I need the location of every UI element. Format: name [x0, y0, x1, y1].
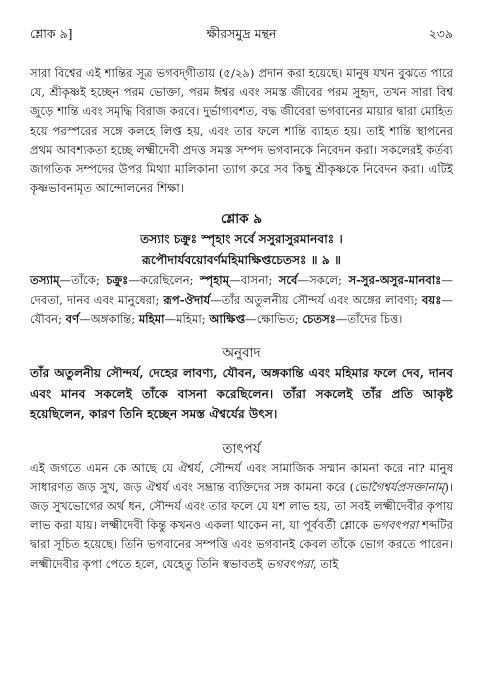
- synonyms: তস্যাম্—তাঁকে; চক্রুঃ—করেছিলেন; স্পৃহাম্—বাসনা; সর্বে—সকলে; স-সুর-অসুর-মানবাঃ—দেবতা, দানব এবং মানুষেরা; রূপ-ঔদার্য—তাঁর অতুলনীয় সৌন্দর্য এবং অঙ্গের লাবণ্য; বয়ঃ—যৌবন; বর্ণ—অঙ্গকান্তি; মহিমা—মহিমা; আক্ষিপ্ত—ক্ষোভিত; চেতসঃ—তাঁদের চিত্ত।: [30, 273, 453, 326]
- page-number: ২৩৯: [428, 26, 453, 41]
- purport-italic-term: ভোগৈশ্বর্যপ্রসক্তানাম্: [354, 479, 445, 494]
- synonym-word: তস্যাম্: [30, 273, 60, 288]
- running-header: [30, 26, 453, 44]
- synonym-meaning: করেছিলেন;: [139, 273, 200, 288]
- synonym-meaning: অঙ্গকান্তি;: [90, 311, 139, 326]
- purport-italic-term: ভগবৎপরা: [371, 518, 419, 533]
- synonym-word: সর্বে: [278, 273, 298, 288]
- synonym-word: রূপ-ঔদার্য: [163, 292, 211, 307]
- page-body: [30, 64, 453, 574]
- synonym-word: স্পৃহাম্: [199, 273, 230, 288]
- synonym-meaning: দেবতা, দানব এবং মানুষেরা;: [30, 292, 164, 307]
- purport-segment: )। জড় সুখভোগের অর্থ ধন, সৌন্দর্য এবং তার ফলে যে যশ লাভ হয়, তা সবই লক্ষ্মীদেবীর কৃপায় লাভ করা যায়। লক্ষ্মীদেবী কিন্তু কখনও একলা থাকেন না, যা পূর্ববর্তী শ্লোকে: [30, 479, 453, 533]
- verse-label: শ্লোক ৯: [220, 211, 263, 228]
- translation-text: তাঁর অতুলনীয় সৌন্দর্য, দেহের লাবণ্য, যৌবন, অঙ্গকান্তি এবং মহিমার ফলে দেব, দানব এবং মানব সকলেই তাঁকে বাসনা করেছিলেন। তাঁরা সকলেই তাঁর প্রতি আকৃষ্ট হয়েছিলেন, কারণ তিনি হচ্ছেন সমস্ত ঐশ্বর্যের উৎস।: [30, 366, 453, 422]
- synonym-meaning: তাঁকে;: [71, 273, 107, 288]
- purport-heading: তাৎপর্য: [222, 440, 261, 457]
- purport-segment: , তাই: [312, 556, 339, 571]
- synonym-meaning: সকলে;: [309, 273, 349, 288]
- intro-paragraph: সারা বিশ্বের এই শান্তির সূত্র ভগবদ্‌গীতায় (৫/২৯) প্রদান করা হয়েছে। মানুষ যখন বুঝতে পারে যে, শ্রীকৃষ্ণই হচ্ছেন পরম ভোক্তা, পরম ঈশ্বর এবং সমস্ত জীবের পরম সুহৃদ, তখন সারা বিশ্ব জুড়ে শান্তি এবং সমৃদ্ধি বিরাজ করবে। দুর্ভাগ্যবশত, বদ্ধ জীবেরা ভগবানের মায়ার দ্বারা মোহিত হয়ে পরস্পরের সঙ্গে কলহে লিপ্ত হয়, এবং তার ফলে শান্তি ব্যাহত হয়। তাই শান্তি স্থাপনের প্রথম আবশ্যকতা হচ্ছে লক্ষ্মীদেবী প্রদত্ত সমস্ত সম্পদ ভগবানকে নিবেদন করা। সকলেরই কর্তব্য জাগতিক সম্পদের উপর মিথ্যা মালিকানা ত্যাগ করে সব কিছু শ্রীকৃষ্ণকে নিবেদন করা। এটিই কৃষ্ণভাবনামৃত আন্দোলনের শিক্ষা।: [30, 66, 453, 196]
- synonym-word: চেতসঃ: [302, 311, 336, 326]
- synonym-meaning: তাঁর অতুলনীয় সৌন্দর্য এবং অঙ্গের লাবণ্য;: [221, 292, 422, 307]
- translation-heading: অনুবাদ: [222, 345, 261, 362]
- header-chapter-title: ক্ষীরসমুদ্র মন্থন: [206, 26, 277, 41]
- synonym-word: চক্রুঃ: [106, 273, 129, 288]
- synonym-meaning: ক্ষোভিত;: [256, 311, 303, 326]
- synonym-word: আক্ষিপ্ত: [209, 311, 246, 326]
- synonym-word: মহিমা: [138, 311, 165, 326]
- purport-segment: শব্দটির দ্বারা সূচিত হয়েছে। তিনি ভগবানের সম্পত্তি এবং ভগবানই কেবল তাঁকে ভোগ করতে পারেন। লক্ষ্মীদেবীর কৃপা পেতে হলে, যেহেতু তিনি স্বভাবতই: [30, 518, 453, 571]
- synonym-meaning: বাসনা;: [240, 273, 279, 288]
- synonym-meaning: তাঁদের চিত্ত।: [347, 311, 403, 326]
- verse-line-1: তস্যাং চক্রুঃ স্পৃহাং সর্বে সসুরাসুরমানবাঃ ।: [140, 232, 343, 247]
- header-verse-reference: শ্লোক ৯]: [30, 26, 73, 41]
- verse-line-2: রূপৌদার্যবয়োবর্ণমহিমাক্ষিপ্তচেতসঃ ॥ ৯ ॥: [142, 253, 341, 268]
- synonym-word: বর্ণ: [65, 311, 80, 326]
- purport-text: [30, 459, 453, 574]
- synonym-meaning: যৌবন;: [30, 311, 66, 326]
- synonym-word: বয়ঃ: [421, 292, 442, 307]
- purport-italic-term: ভগবৎপরা: [266, 556, 313, 571]
- purport-segment: এই জগতে এমন কে আছে যে ঐশ্বর্য, সৌন্দর্য এবং সামাজিক সম্মান কামনা করে না? মানুষ সাধারণত জড় সুখ, জড় ঐশ্বর্য এবং সম্ভ্রান্ত ব্যক্তিদের সঙ্গ কামনা করে (: [30, 460, 453, 494]
- synonym-meaning: মহিমা;: [176, 311, 210, 326]
- synonym-word: স-সুর-অসুর-মানবাঃ: [348, 273, 442, 288]
